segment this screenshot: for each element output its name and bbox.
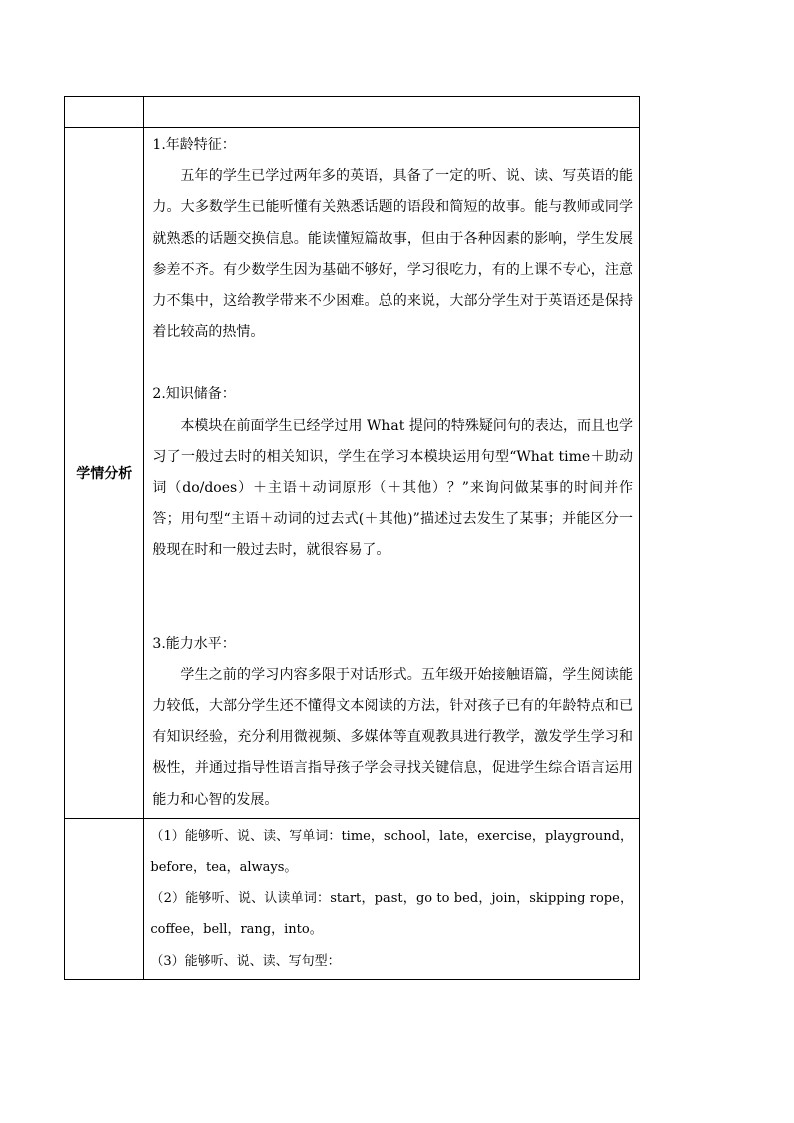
age-title: 1.年龄特征： <box>152 137 236 153</box>
student-analysis-row <box>65 128 640 819</box>
lesson-plan-table <box>64 96 640 980</box>
knowledge-title: 2.知识储备： <box>152 386 236 403</box>
student-analysis-content <box>144 128 640 819</box>
ability-title: 3.能力水平： <box>152 635 236 652</box>
header-left-cell <box>65 97 144 128</box>
objectives-content <box>144 818 640 979</box>
objective-2: （2）能够听、说、认读单词：start，past，go to bed，join，skipping rope，coffee，bell，rang，into。 <box>150 891 633 938</box>
header-right-cell <box>144 97 640 128</box>
objective-1: （1）能够听、说、读、写单词：time，school，late，exercise，playground，before，tea，always。 <box>150 828 633 876</box>
spacer <box>152 348 633 379</box>
objectives-row <box>65 818 640 979</box>
knowledge-text: 本模块在前面学生已经学过用 What 提问的特殊疑问句的表达，而且也学习了一般过去时的相关知识，学生在学习本模块运用句型“What time＋助动词（do/does）＋主语＋动词原形（＋其他）？”来询问做某事的时间并作答；用句型“主语＋动词的过去式(＋其他)”描述过去发生了某事；并能区分一般现在时和一般过去时，就很容易了。 <box>152 417 633 559</box>
table-header-row <box>65 97 640 128</box>
spacer <box>152 567 633 629</box>
objective-3: （3）能够听、说、读、写句型： <box>150 953 341 969</box>
age-text: 五年的学生已学过两年多的英语，具备了一定的听、说、读、写英语的能力。大多数学生已能听懂有关熟悉话题的语段和简短的故事。能与教师或同学就熟悉的话题交换信息。能读懂短篇故事，但由于各种因素的影响，学生发展参差不齐。有少数学生因为基础不够好，学习很吃力，有的上课不专心，注意力不集中，这给教学带来不少困难。总的来说，大部分学生对于英语还是保持着比较高的热情。 <box>152 168 633 341</box>
section-label: 学情分析 <box>65 128 144 819</box>
ability-text: 学生之前的学习内容多限于对话形式。五年级开始接触语篇，学生阅读能力较低，大部分学生还不懂得文本阅读的方法，针对孩子已有的年龄特点和已有知识经验，充分利用微视频、多媒体等直观教具进行教学，激发学生学习和极性，并通过指导性语言指导孩子学会寻找关键信息，促进学生综合语言运用能力和心智的发展。 <box>152 666 633 808</box>
objectives-label <box>65 818 144 979</box>
